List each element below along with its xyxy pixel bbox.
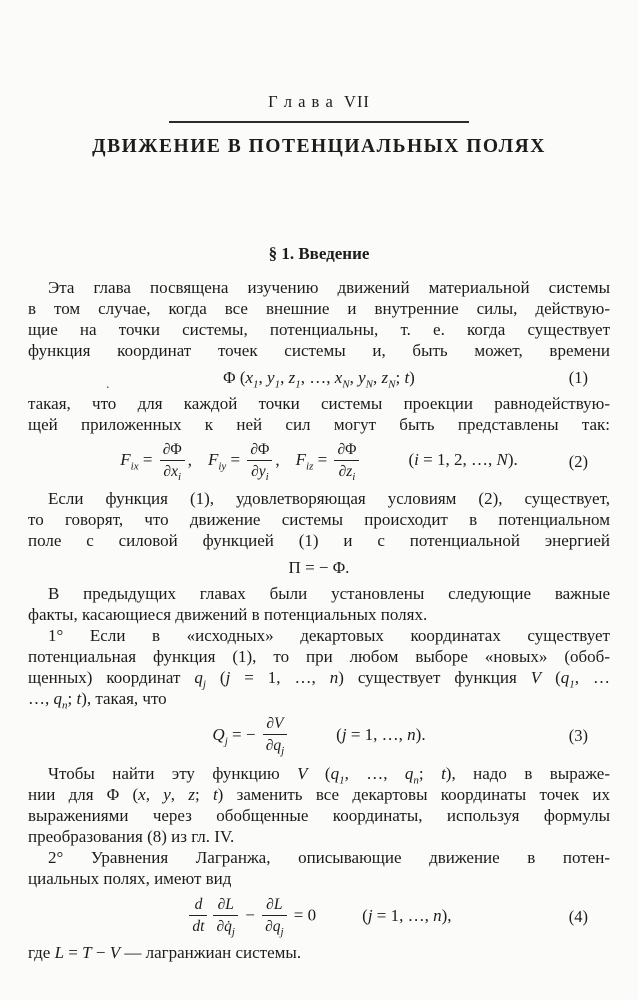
text-line: щенных) координат $q_j$ (j = 1, …, n) существует функция V ($q_1$, …	[28, 668, 611, 691]
fraction-d-dt: $\frac{d}{dt}$	[189, 896, 207, 935]
fraction: $\frac{\partial L}{\partial q_j}$	[262, 896, 286, 935]
equation-4-condition: (j = 1, …, n),	[362, 905, 452, 925]
fraction: $\frac{\partial\Phi}{\partial z_i}$	[334, 441, 359, 480]
text-line: такая, что для каждой точки системы проекции равнодействую-	[28, 394, 610, 413]
text-line: поле с силовой функцией (1) и с потенциальной энергией	[28, 531, 610, 551]
text-line: то говорят, что движение системы происходит в потенциальном	[28, 510, 610, 530]
text-line: …, $q_n$; t), такая, что	[28, 689, 167, 712]
chapter-title: ДВИЖЕНИЕ В ПОТЕНЦИАЛЬНЫХ ПОЛЯХ	[92, 136, 546, 157]
section-heading: § 1. Введение	[268, 244, 370, 263]
paragraph-if-function	[28, 488, 610, 551]
text-line: циальных полях, имеют вид	[28, 869, 232, 889]
paragraph-to-find	[28, 763, 610, 847]
fraction: $\frac{\partial\Phi}{\partial y_i}$	[247, 441, 272, 480]
text-line: нии для Φ (x, y, z; t) заменить все декартовы координаты точек их	[28, 785, 610, 805]
text-line: потенциальная функция (1), то при любом выборе «новых» (обоб-	[28, 647, 610, 667]
equation-2-term1: $F_{ix}$ =	[120, 450, 157, 473]
paragraph-such-that	[28, 393, 610, 435]
equation-3-lhs: $Q_j$ = −	[212, 724, 260, 747]
equation-1-formula: Φ ($x_1$, $y_1$, $z_1$, …, $x_N$, $y_N$, $z_N$; t)	[223, 368, 415, 391]
equation-3	[28, 715, 610, 758]
equation-3-condition: (j = 1, …, n).	[336, 724, 426, 744]
paragraph-previous-chapters	[28, 583, 610, 625]
equation-potential-energy	[28, 559, 610, 576]
fraction: $\frac{\partial\Phi}{\partial x_i}$	[160, 441, 185, 480]
equation-4	[28, 896, 610, 939]
equation-3-number: (3)	[568, 725, 588, 745]
text-line: функция координат точек системы и, быть может, времени	[28, 341, 610, 360]
equation-1-number: (1)	[568, 367, 588, 387]
text-line: преобразования (8) из гл. IV.	[28, 827, 235, 847]
text-line: В предыдущих главах были установлены следующие важные	[48, 584, 610, 604]
equation-2-condition: (i = 1, 2, …, N).	[408, 450, 518, 470]
text-line: Чтобы найти эту функцию V ($q_1$, …, $q_n$; t), надо в выраже-	[48, 764, 610, 787]
fraction: $\frac{\partial V}{\partial q_j}$	[263, 715, 287, 754]
chapter-rule	[169, 121, 469, 123]
equation-2-number: (2)	[568, 451, 588, 471]
equation-4-number: (4)	[568, 906, 588, 926]
paragraph-lagrangian-note	[28, 942, 610, 963]
chapter-heading: Г л а в а VII	[268, 92, 370, 111]
fraction: $\frac{\partial L}{\partial q̇_j}$	[213, 896, 237, 935]
equation-4-rhs: = 0	[289, 905, 317, 925]
text-line: щие на точки системы, потенциальны, т. е. когда существует	[28, 320, 610, 339]
paragraph-intro	[28, 277, 610, 361]
text-line: выражениями через обобщенные координаты, используя формулы	[28, 806, 610, 826]
equation-1	[28, 367, 610, 393]
text-line: Эта глава посвящена изучению движений материальной системы	[48, 278, 610, 297]
text-line: Если функция (1), удовлетворяющая условиям (2), существует,	[48, 489, 610, 509]
minus-sign: −	[240, 905, 260, 925]
text-line: 1° Если в «исходных» декартовых координатах существует	[48, 626, 610, 646]
equation-2: $F_{ix}$ = $\frac{\partial\Phi}{\partial x_i}$ , $F_{iy}$ = $\frac{\partial\Phi}{\partial y_i}$ , $F_{iz}$ = $\frac{\partial\Phi}{\partial z_i}$ (i = 1, 2, …, N). (2)	[120, 441, 588, 484]
print-artifact-dot: .	[106, 377, 110, 393]
text-line: 2° Уравнения Лагранжа, описывающие движение в потен-	[48, 848, 610, 868]
equation-2-term3: $F_{iz}$ =	[295, 450, 332, 473]
paragraph-fact-2	[28, 847, 610, 889]
text-line: щей приложенных к ней сил могут быть представлены так:	[28, 415, 610, 434]
text-line: где L = T − V — лагранжиан системы.	[28, 943, 302, 963]
text-line: факты, касающиеся движений в потенциальных полях.	[28, 605, 428, 625]
paragraph-fact-1	[28, 625, 611, 712]
equation-2-term2: $F_{iy}$ =	[207, 450, 245, 473]
text-line: в том случае, когда все внешние и внутренние силы, действую-	[28, 299, 610, 318]
equation-potential-energy-formula: Π = − Φ.	[288, 558, 350, 578]
